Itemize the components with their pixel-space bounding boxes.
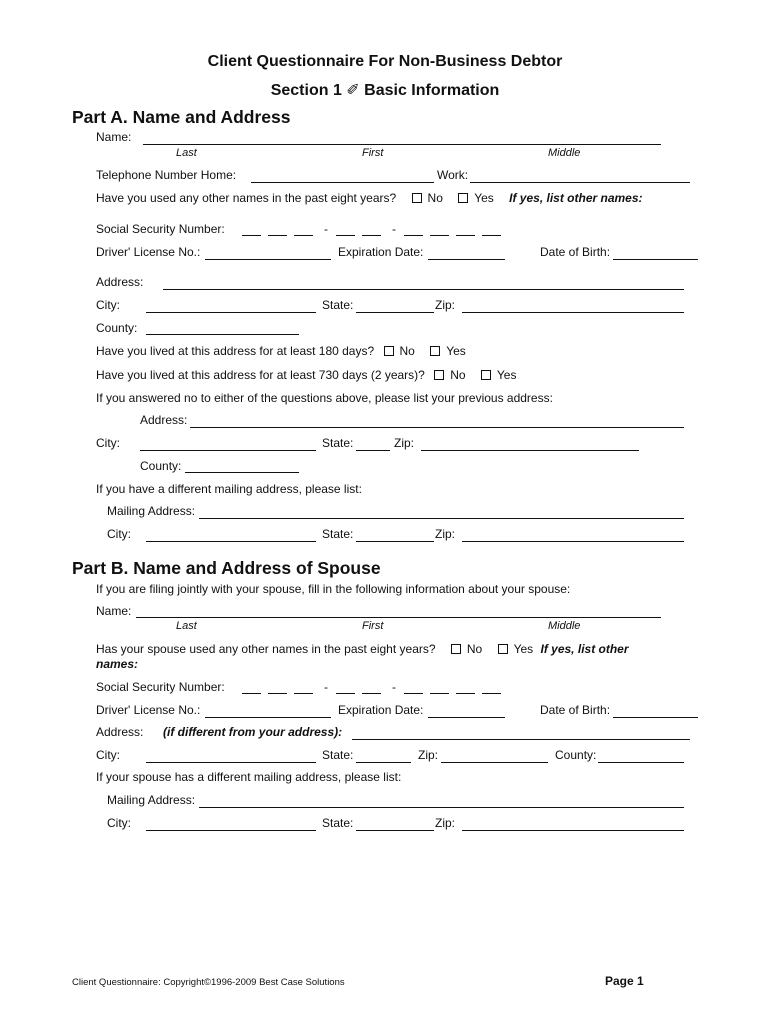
section-number: Section 1 (270, 82, 342, 99)
mailing-city-field[interactable] (146, 541, 316, 542)
mailing-zip-field[interactable] (462, 541, 684, 542)
yes-label: Yes (496, 368, 517, 382)
spouse-mailing-zip-label: Zip: (435, 816, 456, 830)
spouse-ssn-digit[interactable] (456, 693, 475, 694)
previous-zip-field[interactable] (421, 450, 639, 451)
dl-label: Driver' License No.: (96, 245, 201, 259)
mailing-state-label: State: (322, 527, 354, 541)
ssn-separator: - (392, 680, 396, 694)
q180-yes-checkbox[interactable] (430, 346, 440, 356)
state-field[interactable] (356, 312, 434, 313)
ssn-digit[interactable] (336, 235, 355, 236)
ssn-digit[interactable] (294, 235, 313, 236)
spouse-ssn-digit[interactable] (404, 693, 423, 694)
spouse-mailing-address-label: Mailing Address: (107, 793, 196, 807)
no-label: No (466, 642, 483, 656)
q730-question (96, 368, 516, 382)
spouse-state-label: State: (322, 748, 354, 762)
pencil-icon: ✐ (346, 82, 360, 99)
ssn-separator: - (324, 222, 328, 236)
previous-zip-label: Zip: (394, 436, 415, 450)
telephone-label: Telephone Number Home: (96, 168, 237, 182)
yes-label: Yes (513, 642, 534, 656)
if-yes-label: If yes, list other names: (509, 191, 643, 205)
city-label: City: (96, 298, 120, 312)
spouse-mailing-state-label: State: (322, 816, 354, 830)
spouse-if-yes-label: If yes, list other (540, 642, 629, 656)
spouse-ssn-digit[interactable] (294, 693, 313, 694)
spouse-city-label: City: (96, 748, 120, 762)
spouse-ssn-digit[interactable] (268, 693, 287, 694)
section-title (0, 80, 770, 100)
spouse-ssn-digit[interactable] (336, 693, 355, 694)
previous-address-label: Address: (140, 413, 188, 427)
spouse-dob-label: Date of Birth: (540, 703, 611, 717)
spouse-ssn-digit[interactable] (430, 693, 449, 694)
q730-text: Have you lived at this address for at least 730 days (2 years)? (96, 368, 425, 382)
dob-field[interactable] (613, 259, 698, 260)
q730-no-checkbox[interactable] (434, 370, 444, 380)
part-b-heading: Part B. Name and Address of Spouse (72, 558, 381, 578)
no-label: No (427, 191, 443, 205)
part-a-heading: Part A. Name and Address (72, 107, 291, 127)
spouse-ssn-digit[interactable] (482, 693, 501, 694)
spouse-county-label: County: (555, 748, 597, 762)
yes-label: Yes (446, 344, 466, 358)
spouse-zip-label: Zip: (418, 748, 439, 762)
expiration-label: Expiration Date: (338, 245, 424, 259)
county-field[interactable] (146, 334, 299, 335)
ssn-digit[interactable] (430, 235, 449, 236)
previous-state-label: State: (322, 436, 354, 450)
spouse-middle-caption: Middle (548, 620, 581, 632)
spouse-other-names-text: Has your spouse used any other names in the past eight years? (96, 642, 436, 656)
spouse-mailing-zip-field[interactable] (462, 830, 684, 831)
spouse-name-field[interactable] (136, 617, 661, 618)
ssn-digit[interactable] (456, 235, 475, 236)
page-number: Page 1 (605, 974, 644, 988)
ssn-label: Social Security Number: (96, 222, 225, 236)
document-title: Client Questionnaire For Non-Business Debtor (207, 53, 563, 70)
spouse-expiration-label: Expiration Date: (338, 703, 424, 717)
previous-city-field[interactable] (140, 450, 316, 451)
spouse-mailing-address-field[interactable] (199, 807, 684, 808)
yes-label: Yes (474, 191, 494, 205)
q180-no-checkbox[interactable] (384, 346, 394, 356)
spouse-other-names-question (96, 642, 629, 656)
name-label: Name: (96, 130, 132, 144)
no-label: No (399, 344, 415, 358)
dl-field[interactable] (205, 259, 331, 260)
other-names-text: Have you used any other names in the past eight years? (96, 191, 397, 205)
previous-county-label: County: (140, 459, 182, 473)
city-field[interactable] (146, 312, 316, 313)
previous-address-field[interactable] (190, 427, 684, 428)
ssn-digit[interactable] (268, 235, 287, 236)
state-label: State: (322, 298, 354, 312)
spouse-name-label: Name: (96, 604, 132, 618)
spouse-county-field[interactable] (598, 762, 684, 763)
q730-yes-checkbox[interactable] (481, 370, 491, 380)
middle-caption: Middle (548, 147, 581, 159)
other-names-no-checkbox[interactable] (412, 193, 422, 203)
spouse-expiration-field[interactable] (428, 717, 505, 718)
spouse-first-caption: First (362, 620, 384, 632)
other-names-question (96, 191, 643, 205)
q180-text: Have you lived at this address for at least 180 days? (96, 344, 375, 358)
no-label: No (450, 368, 466, 382)
ssn-separator: - (324, 680, 328, 694)
spouse-mailing-city-label: City: (107, 816, 131, 830)
spouse-state-field[interactable] (356, 762, 411, 763)
work-phone-field[interactable] (470, 182, 690, 183)
spouse-ssn-digit[interactable] (362, 693, 381, 694)
previous-county-field[interactable] (185, 472, 299, 473)
home-phone-field[interactable] (251, 182, 434, 183)
ssn-separator: - (392, 222, 396, 236)
spouse-city-field[interactable] (146, 762, 316, 763)
spouse-mailing-state-field[interactable] (356, 830, 434, 831)
mailing-address-field[interactable] (199, 518, 684, 519)
mailing-state-field[interactable] (356, 541, 434, 542)
spouse-address-label: Address: (96, 725, 144, 739)
footer-copyright: Client Questionnaire: Copyright©1996-2009 Best Case Solutions (72, 977, 345, 988)
ssn-digit[interactable] (404, 235, 423, 236)
expiration-field[interactable] (428, 259, 505, 260)
spouse-if-yes-continued: names: (96, 657, 139, 671)
previous-state-field[interactable] (356, 450, 390, 451)
other-names-yes-checkbox[interactable] (458, 193, 468, 203)
section-name: Basic Information (364, 82, 500, 99)
address-field[interactable] (163, 289, 684, 290)
work-label: Work: (437, 168, 469, 182)
spouse-address-field[interactable] (352, 739, 690, 740)
q180-question (96, 344, 466, 358)
previous-city-label: City: (96, 436, 120, 450)
spouse-ssn-label: Social Security Number: (96, 680, 225, 694)
name-field[interactable] (143, 144, 661, 145)
mailing-zip-label: Zip: (435, 527, 456, 541)
zip-label: Zip: (435, 298, 456, 312)
mailing-city-label: City: (107, 527, 131, 541)
ssn-digit[interactable] (362, 235, 381, 236)
spouse-mailing-note: If your spouse has a different mailing address, please list: (96, 770, 402, 784)
last-caption: Last (176, 147, 197, 159)
address-label: Address: (96, 275, 144, 289)
spouse-dl-field[interactable] (205, 717, 331, 718)
spouse-last-caption: Last (176, 620, 197, 632)
zip-field[interactable] (462, 312, 684, 313)
spouse-address-note: (if different from your address): (163, 725, 343, 739)
mailing-note: If you have a different mailing address, please list: (96, 482, 362, 496)
ssn-digit[interactable] (482, 235, 501, 236)
spouse-other-names-no-checkbox[interactable] (451, 644, 461, 654)
ssn-digit[interactable] (242, 235, 261, 236)
spouse-intro: If you are filing jointly with your spouse, fill in the following information about your spouse: (96, 582, 571, 596)
spouse-ssn-digit[interactable] (242, 693, 261, 694)
spouse-zip-field[interactable] (441, 762, 548, 763)
spouse-mailing-city-field[interactable] (146, 830, 316, 831)
mailing-address-label: Mailing Address: (107, 504, 196, 518)
county-label: County: (96, 321, 138, 335)
spouse-other-names-yes-checkbox[interactable] (498, 644, 508, 654)
spouse-dob-field[interactable] (613, 717, 698, 718)
spouse-dl-label: Driver' License No.: (96, 703, 201, 717)
dob-label: Date of Birth: (540, 245, 611, 259)
first-caption: First (362, 147, 384, 159)
previous-address-note: If you answered no to either of the questions above, please list your previous address: (96, 391, 553, 405)
